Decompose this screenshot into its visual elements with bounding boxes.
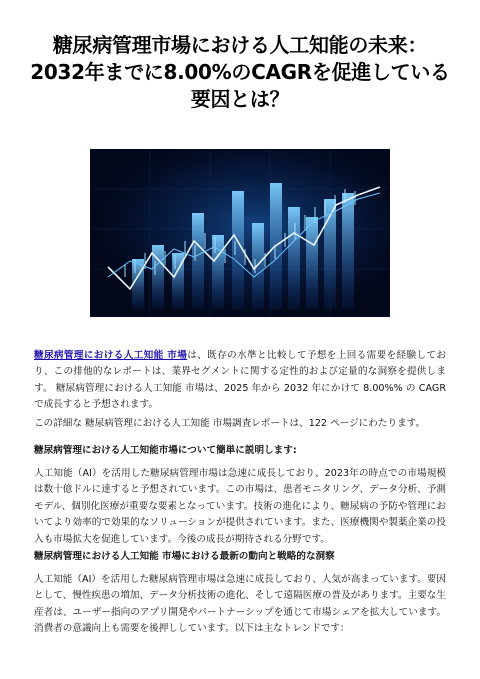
report-pages-paragraph: この詳細な 糖尿病管理における人工知能 市場調査レポートは、122 ページにわたります。	[34, 418, 426, 429]
page-title: 糖尿病管理市場における人工知能の未来：2032年までに8.00%のCAGRを促進している要因とは？	[30, 33, 450, 111]
trends-paragraph: 人工知能（AI）を活用した糖尿病管理市場は急速に成長しており、人気が高まっています。要因として、慢性疾患の増加、データ分析技術の進化、そして遠隔医療の普及があります。主要な生産者は、ユーザー指向のアプリ開発やパートナーシップを通じて市場シェアを拡大しています。消費者の意識向上も需要を後押ししています。以下は主なトレンドです：	[34, 574, 446, 635]
financial-chart-image	[90, 149, 390, 317]
intro-paragraph	[34, 348, 446, 414]
market-link[interactable]: 糖尿病管理における人工知能 市場	[34, 350, 188, 361]
overview-paragraph: 人工知能（AI）を活用した糖尿病管理市場は急速に成長しており、2023年の時点での市場規模は数十億ドルに達すると予想されています。この市場は、患者モニタリング、データ分析、予測モデル、個別化医療が重要な要素となっています。技術の進化により、糖尿病の予防や管理においてより効率的で効果的なソリューションが提供されています。また、医療機関や製薬企業の投入も市場拡大を促進しています。今後の成長が期待される分野です。	[34, 468, 446, 545]
intro-paragraph-text: は、既存の水準と比較して予想を上回る需要を経験しており、この排他的なレポートは、業界セグメントに関する定性的および定量的な洞察を提供します。 糖尿病管理における人工知能 市場は、2025 年から 2032 年にかけて 8.00%% の CAGR で成長すると予想されます。	[34, 350, 447, 411]
section-heading-trends: 糖尿病管理における人工知能 市場における最新の動向と戦略的な洞察	[34, 551, 335, 562]
section-heading-overview: 糖尿病管理における人工知能市場について簡単に説明します:	[34, 445, 297, 456]
